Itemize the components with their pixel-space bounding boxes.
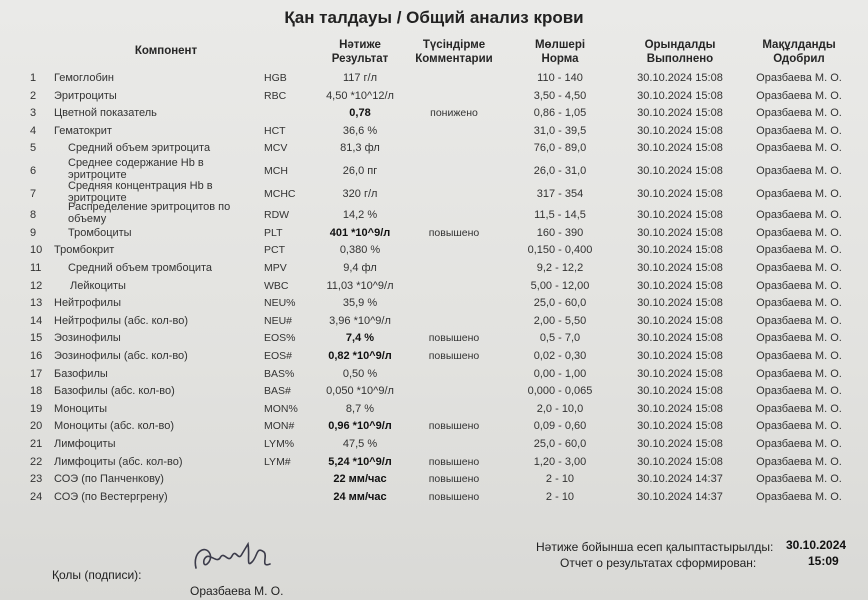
cell-comment: повышено xyxy=(428,420,480,433)
cell-result: 7,4 % xyxy=(345,332,375,345)
cell-result: 36,6 % xyxy=(342,124,378,137)
table-row xyxy=(0,278,868,295)
cell-date: 30.10.2024 15:08 xyxy=(637,279,723,292)
header-comment xyxy=(402,38,506,66)
table-row xyxy=(0,260,868,277)
cell-norm: 9,2 - 12,2 xyxy=(536,262,584,274)
cell-approver: Оразбаева М. О. xyxy=(756,187,842,200)
cell-result: 0,050 *10^9/л xyxy=(326,385,394,398)
cell-approver: Оразбаева М. О. xyxy=(756,89,842,102)
cell-date: 30.10.2024 15:08 xyxy=(637,226,723,239)
cell-result: 3,96 *10^9/л xyxy=(329,314,391,327)
formed-date: 30.10.2024 xyxy=(786,538,847,552)
cell-norm: 110 - 140 xyxy=(537,72,583,84)
cell-name: Среднее содержание Hb в эритроците xyxy=(68,157,204,181)
cell-name: Лейкоциты xyxy=(70,279,126,292)
cell-code: MON# xyxy=(264,420,295,433)
cell-code: LYM# xyxy=(264,455,291,468)
cell-num: 24 xyxy=(30,490,43,503)
header-comment-ru: Комментарии xyxy=(415,53,493,65)
cell-approver: Оразбаева М. О. xyxy=(756,385,842,398)
header-component: Компонент xyxy=(134,45,198,57)
table-row xyxy=(0,179,868,204)
cell-result: 35,9 % xyxy=(342,297,378,310)
cell-result: 0,78 xyxy=(349,107,371,120)
cell-num: 5 xyxy=(30,142,37,155)
cell-code: MCV xyxy=(264,142,288,155)
cell-date: 30.10.2024 14:37 xyxy=(637,473,723,486)
cell-approver: Оразбаева М. О. xyxy=(756,124,842,137)
cell-approver: Оразбаева М. О. xyxy=(756,142,842,155)
table-row xyxy=(0,383,868,400)
table-row xyxy=(0,70,868,87)
cell-name: Эритроциты xyxy=(54,89,117,102)
cell-date: 30.10.2024 15:08 xyxy=(637,187,723,200)
cell-norm: 0,150 - 0,400 xyxy=(527,244,593,257)
cell-num: 7 xyxy=(30,187,37,200)
cell-name: Средний объем эритроцита xyxy=(68,142,211,155)
cell-norm: 0,09 - 0,60 xyxy=(533,420,587,433)
cell-result: 14,2 % xyxy=(342,209,378,222)
table-row xyxy=(0,295,868,312)
cell-norm: 26,0 - 31,0 xyxy=(533,165,587,177)
cell-approver: Оразбаева М. О. xyxy=(756,279,842,292)
table-row xyxy=(0,123,868,140)
cell-name: Цветной показатель xyxy=(54,107,157,120)
cell-code: EOS% xyxy=(264,332,296,345)
cell-result: 9,4 фл xyxy=(343,262,377,274)
cell-num: 23 xyxy=(30,473,43,486)
cell-code: MCH xyxy=(264,165,288,177)
cell-date: 30.10.2024 15:08 xyxy=(637,455,723,468)
cell-result: 81,3 фл xyxy=(340,142,380,155)
cell-approver: Оразбаева М. О. xyxy=(756,297,842,310)
cell-name: Базофилы (абс. кол-во) xyxy=(54,385,175,398)
cell-name: Средний объем тромбоцита xyxy=(68,262,213,274)
cell-num: 1 xyxy=(30,72,37,84)
cell-name: Распределение эритроцитов по объему xyxy=(68,201,231,226)
cell-approver: Оразбаева М. О. xyxy=(756,226,842,239)
cell-date: 30.10.2024 15:08 xyxy=(637,420,723,433)
cell-comment: понижено xyxy=(430,107,478,120)
cell-norm: 1,20 - 3,00 xyxy=(533,455,587,468)
cell-date: 30.10.2024 15:08 xyxy=(637,244,723,257)
table-row xyxy=(0,157,868,181)
cell-approver: Оразбаева М. О. xyxy=(756,420,842,433)
cell-norm: 2 - 10 xyxy=(545,473,575,486)
cell-approver: Оразбаева М. О. xyxy=(756,367,842,380)
cell-num: 13 xyxy=(30,297,43,310)
cell-approver: Оразбаева М. О. xyxy=(756,244,842,257)
cell-num: 12 xyxy=(30,279,43,292)
table-row xyxy=(0,105,868,122)
cell-date: 30.10.2024 15:08 xyxy=(637,89,723,102)
cell-num: 19 xyxy=(30,402,43,415)
formed-label-kz: Нәтиже бойынша есеп қалыптастырылды: xyxy=(536,540,774,554)
report-title: Қан талдауы / Общий анализ крови xyxy=(284,8,584,27)
cell-norm: 5,00 - 12,00 xyxy=(530,279,590,292)
table-row xyxy=(0,348,868,365)
cell-approver: Оразбаева М. О. xyxy=(756,490,842,503)
cell-name: Эозинофилы (абс. кол-во) xyxy=(54,350,188,362)
cell-code: MON% xyxy=(264,402,298,415)
cell-result: 320 г/л xyxy=(342,187,378,200)
cell-date: 30.10.2024 15:08 xyxy=(637,72,723,84)
cell-comment: повышено xyxy=(428,332,480,345)
header-done-ru: Выполнено xyxy=(646,53,714,65)
signature-mark xyxy=(190,538,280,578)
cell-approver: Оразбаева М. О. xyxy=(756,473,842,486)
cell-norm: 160 - 390 xyxy=(536,226,584,239)
header-result-ru: Результат xyxy=(331,53,389,65)
header-result-kz: Нәтиже xyxy=(339,39,381,51)
cell-approver: Оразбаева М. О. xyxy=(756,165,842,177)
cell-result: 5,24 *10^9/л xyxy=(328,455,392,468)
cell-approver: Оразбаева М. О. xyxy=(756,438,842,450)
cell-norm: 0,5 - 7,0 xyxy=(539,332,581,345)
table-row xyxy=(0,436,868,453)
table-row xyxy=(0,330,868,347)
cell-name: Моноциты xyxy=(54,402,107,415)
header-comment-kz: Түсіндірме xyxy=(422,39,486,51)
cell-approver: Оразбаева М. О. xyxy=(756,455,842,468)
table-row xyxy=(0,201,868,226)
table-row xyxy=(0,225,868,242)
cell-date: 30.10.2024 15:08 xyxy=(637,124,723,137)
table-row xyxy=(0,242,868,259)
cell-num: 2 xyxy=(30,89,37,102)
cell-num: 21 xyxy=(30,438,43,450)
cell-comment: повышено xyxy=(428,455,480,468)
cell-name: Тромбоциты xyxy=(68,226,132,239)
cell-num: 15 xyxy=(30,332,43,345)
cell-approver: Оразбаева М. О. xyxy=(756,209,842,222)
cell-name: Базофилы xyxy=(54,367,108,380)
header-norm-kz: Мөлшері xyxy=(534,39,586,51)
cell-num: 6 xyxy=(30,165,37,177)
formed-time: 15:09 xyxy=(808,554,839,568)
cell-code: HGB xyxy=(264,72,287,84)
table-row xyxy=(0,489,868,506)
cell-norm: 0,00 - 1,00 xyxy=(533,367,587,380)
cell-result: 401 *10^9/л xyxy=(329,226,391,239)
cell-result: 22 мм/час xyxy=(333,473,387,486)
table-row xyxy=(0,140,868,157)
cell-num: 11 xyxy=(30,262,42,274)
table-row xyxy=(0,366,868,383)
table-row xyxy=(0,401,868,418)
cell-result: 11,03 *10^9/л xyxy=(326,279,394,292)
cell-result: 0,380 % xyxy=(339,244,381,257)
cell-name: Эозинофилы xyxy=(54,332,121,345)
cell-approver: Оразбаева М. О. xyxy=(756,350,842,362)
cell-norm: 25,0 - 60,0 xyxy=(533,438,587,450)
table-row xyxy=(0,88,868,105)
cell-name: Лимфоциты (абс. кол-во) xyxy=(54,455,183,468)
cell-result: 0,96 *10^9/л xyxy=(328,420,392,433)
cell-num: 16 xyxy=(30,350,43,362)
cell-norm: 3,50 - 4,50 xyxy=(533,89,587,102)
header-norm-ru: Норма xyxy=(541,53,579,65)
cell-result: 24 мм/час xyxy=(333,490,387,503)
cell-approver: Оразбаева М. О. xyxy=(756,402,842,415)
cell-comment: повышено xyxy=(428,490,480,503)
cell-name: Тромбокрит xyxy=(54,244,115,257)
cell-result: 4,50 *10^12/л xyxy=(326,89,394,102)
cell-norm: 0,02 - 0,30 xyxy=(533,350,587,362)
header-approved-kz: Мақұлданды xyxy=(762,39,836,51)
cell-norm: 76,0 - 89,0 xyxy=(533,142,587,155)
cell-code: LYM% xyxy=(264,438,295,450)
table-row xyxy=(0,313,868,330)
cell-norm: 0,86 - 1,05 xyxy=(533,107,587,120)
cell-num: 8 xyxy=(30,209,37,222)
cell-name: Лимфоциты xyxy=(54,438,116,450)
cell-date: 30.10.2024 15:08 xyxy=(637,438,723,450)
cell-name: СОЭ (по Панченкову) xyxy=(54,473,164,486)
cell-norm: 317 - 354 xyxy=(536,187,584,200)
cell-date: 30.10.2024 15:08 xyxy=(637,350,723,362)
cell-date: 30.10.2024 15:08 xyxy=(637,107,723,120)
cell-code: MCHC xyxy=(264,187,296,200)
cell-name: Нейтрофилы (абс. кол-во) xyxy=(54,314,189,327)
cell-code: BAS# xyxy=(264,385,291,398)
cell-norm: 25,0 - 60,0 xyxy=(533,297,587,310)
cell-approver: Оразбаева М. О. xyxy=(756,314,842,327)
cell-date: 30.10.2024 15:08 xyxy=(637,367,723,380)
cell-name: Гематокрит xyxy=(54,124,112,137)
cell-num: 22 xyxy=(30,455,43,468)
cell-name: Средняя концентрация Hb в эритроците xyxy=(68,179,213,204)
cell-approver: Оразбаева М. О. xyxy=(756,332,842,345)
cell-code: PLT xyxy=(264,226,283,239)
cell-result: 117 г/л xyxy=(342,72,378,84)
cell-result: 0,82 *10^9/л xyxy=(328,350,392,362)
header-done-kz: Орындалды xyxy=(644,39,716,51)
cell-approver: Оразбаева М. О. xyxy=(756,107,842,120)
cell-num: 3 xyxy=(30,107,37,120)
cell-norm: 2 - 10 xyxy=(545,490,575,503)
cell-name: Гемоглобин xyxy=(54,72,114,84)
cell-norm: 2,00 - 5,50 xyxy=(533,314,587,327)
cell-approver: Оразбаева М. О. xyxy=(756,72,842,84)
cell-norm: 31,0 - 39,5 xyxy=(533,124,587,137)
cell-result: 8,7 % xyxy=(345,402,375,415)
header-approved-ru: Одобрил xyxy=(773,53,825,65)
table-row xyxy=(0,471,868,488)
cell-code: BAS% xyxy=(264,367,295,380)
cell-code: EOS# xyxy=(264,350,293,362)
cell-num: 20 xyxy=(30,420,43,433)
header-approved xyxy=(746,38,852,66)
signature-text: Оразбаева xyxy=(190,538,196,539)
cell-name: Нейтрофилы xyxy=(54,297,121,310)
header-norm xyxy=(512,38,608,66)
cell-num: 17 xyxy=(30,367,43,380)
cell-date: 30.10.2024 15:08 xyxy=(637,332,723,345)
table-row xyxy=(0,418,868,435)
cell-date: 30.10.2024 15:08 xyxy=(637,402,723,415)
cell-date: 30.10.2024 15:08 xyxy=(637,209,723,222)
cell-code: PCT xyxy=(264,244,285,257)
cell-norm: 2,0 - 10,0 xyxy=(536,402,584,415)
cell-code: NEU% xyxy=(264,297,296,310)
cell-num: 9 xyxy=(30,226,37,239)
cell-code: RBC xyxy=(264,89,287,102)
header-done xyxy=(622,38,738,66)
cell-comment: повышено xyxy=(428,350,480,362)
cell-num: 4 xyxy=(30,124,37,137)
signer-name: Оразбаева М. О. xyxy=(190,584,284,598)
cell-num: 10 xyxy=(30,244,43,257)
cell-approver: Оразбаева М. О. xyxy=(756,262,842,274)
cell-comment: повышено xyxy=(428,226,480,239)
cell-code: HCT xyxy=(264,124,286,137)
cell-result: 47,5 % xyxy=(342,438,378,450)
cell-code: MPV xyxy=(264,262,287,274)
cell-date: 30.10.2024 15:08 xyxy=(637,385,723,398)
formed-label-ru: Отчет о результатах сформирован: xyxy=(560,556,757,570)
cell-name: СОЭ (по Вестергрену) xyxy=(54,490,168,503)
cell-date: 30.10.2024 15:08 xyxy=(637,262,723,274)
header-result xyxy=(318,38,402,66)
cell-name: Моноциты (абс. кол-во) xyxy=(54,420,175,433)
cell-date: 30.10.2024 15:08 xyxy=(637,314,723,327)
cell-num: 18 xyxy=(30,385,43,398)
cell-norm: 0,000 - 0,065 xyxy=(527,385,593,398)
cell-date: 30.10.2024 15:08 xyxy=(637,165,723,177)
table-row xyxy=(0,454,868,471)
cell-comment: повышено xyxy=(428,473,480,486)
cell-code: NEU# xyxy=(264,314,293,327)
cell-result: 26,0 пг xyxy=(342,165,378,177)
cell-date: 30.10.2024 14:37 xyxy=(637,490,723,503)
cell-date: 30.10.2024 15:08 xyxy=(637,297,723,310)
cell-norm: 11,5 - 14,5 xyxy=(534,209,586,222)
cell-num: 14 xyxy=(30,314,43,327)
cell-date: 30.10.2024 15:08 xyxy=(637,142,723,155)
signature-label: Қолы (подписи): xyxy=(52,568,142,582)
cell-result: 0,50 % xyxy=(342,367,378,380)
cell-code: RDW xyxy=(264,209,290,222)
cell-code: WBC xyxy=(264,279,289,292)
